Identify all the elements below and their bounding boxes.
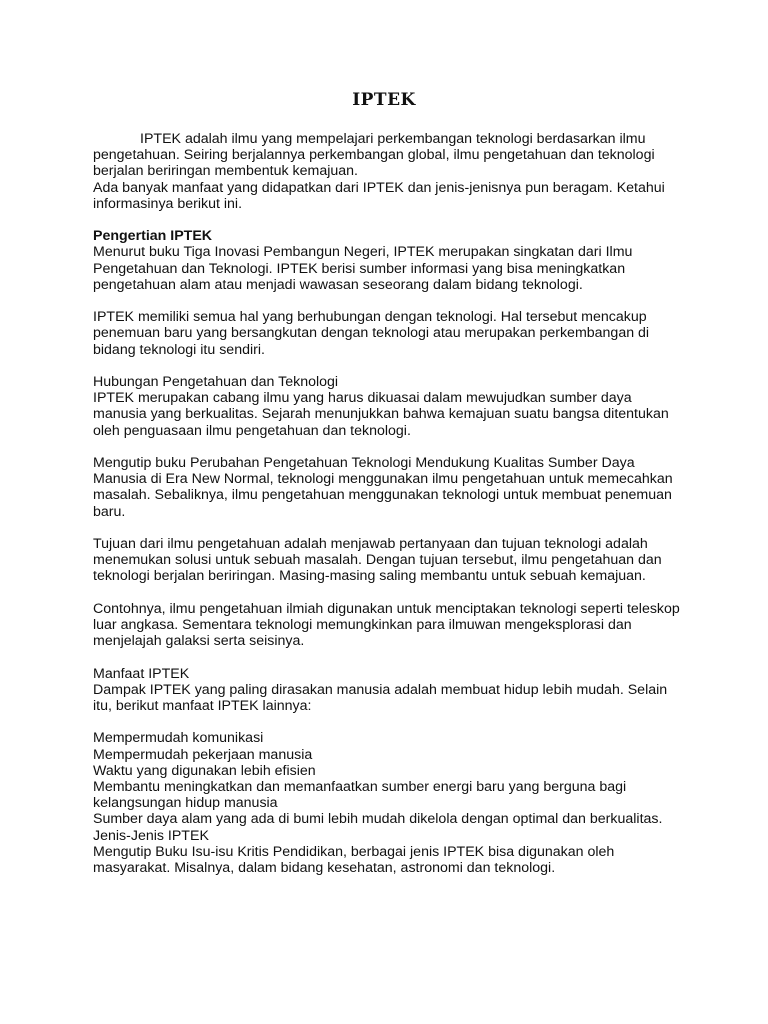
paragraph-gap [93,585,683,601]
hubungan-paragraph-2: Mengutip buku Perubahan Pengetahuan Teknologi Mendukung Kualitas Sumber Daya Manusia di Era New Normal, teknologi menggunakan ilmu pengetahuan untuk memecahkan masalah. Sebaliknya, ilmu pengetahuan menggunakan teknologi untuk membuat penemuan baru. [93,455,673,520]
paragraph-gap [93,714,683,730]
hubungan-paragraph-4: Contohnya, ilmu pengetahuan ilmiah digunakan untuk menciptakan teknologi seperti teleskop luar angkasa. Sementara teknologi memungkinkan para ilmuwan mengeksplorasi dan menjelajah galaksi serta seisinya. [93,600,680,650]
pengertian-paragraph-2: IPTEK memiliki semua hal yang berhubungan dengan teknologi. Hal tersebut mencakup penemuan baru yang bersangkutan dengan teknologi atau merupakan perkembangan di bidang teknologi itu sendiri. [93,309,650,358]
section-heading-hubungan: Hubungan Pengetahuan dan Teknologi [93,374,339,390]
pengertian-paragraph-1: Menurut buku Tiga Inovasi Pembangun Negeri, IPTEK merupakan singkatan dari Ilmu Pengetahuan dan Teknologi. IPTEK berisi sumber informasi yang bisa meningkatkan pengetahuan alam atau menjadi wawasan seseorang dalam bidang teknologi. [93,244,633,293]
document-title: IPTEK [352,90,416,110]
paragraph-gap [93,649,683,665]
intro-paragraph: IPTEK adalah ilmu yang mempelajari perkembangan teknologi berdasarkan ilmu pengetahuan. Seiring berjalannya perkembangan global, ilmu pengetahuan dan teknologi berjalan beriringan membentuk kemajuan. [93,131,655,180]
jenis-paragraph-1: Mengutip Buku Isu-isu Kritis Pendidikan, berbagai jenis IPTEK bisa digunakan oleh masyarakat. Misalnya, dalam bidang kesehatan, astronomi dan teknologi. [93,843,615,877]
document-body [93,131,683,876]
manfaat-list-item: Mempermudah komunikasi [93,730,264,747]
hubungan-paragraph-1: IPTEK merupakan cabang ilmu yang harus dikuasai dalam mewujudkan sumber daya manusia yang berkualitas. Sejarah menunjukkan bahwa kemajuan suatu bangsa ditentukan oleh penguasaan ilmu pengetahuan dan teknologi. [93,390,669,439]
manfaat-paragraph-1: Dampak IPTEK yang paling dirasakan manusia adalah membuat hidup lebih mudah. Selain itu, berikut manfaat IPTEK lainnya: [93,681,668,714]
manfaat-list-item: Mempermudah pekerjaan manusia [93,746,313,763]
hubungan-paragraph-3: Tujuan dari ilmu pengetahuan adalah menjawab pertanyaan dan tujuan teknologi adalah menemukan solusi untuk sebuah masalah. Dengan tujuan tersebut, ilmu pengetahuan dan teknologi berjalan beriringan. Masing-masing saling membantu untuk sebuah kemajuan. [93,536,662,585]
section-heading-jenis: Jenis-Jenis IPTEK [93,827,209,844]
section-heading-manfaat: Manfaat IPTEK [93,665,190,682]
manfaat-list-item: Membantu meningkatkan dan memanfaatkan sumber energi baru yang berguna bagi kelangsungan hidup manusia [93,779,627,812]
section-heading-pengertian: Pengertian IPTEK [93,228,213,245]
paragraph-gap [93,358,683,374]
paragraph-gap [93,293,683,309]
paragraph-gap [93,212,683,228]
intro-paragraph-2: Ada banyak manfaat yang didapatkan dari IPTEK dan jenis-jenisnya pun beragam. Ketahui informasinya berikut ini. [93,179,665,212]
paragraph-gap [93,439,683,455]
manfaat-list-item: Waktu yang digunakan lebih efisien [93,762,316,779]
manfaat-list-item: Sumber daya alam yang ada di bumi lebih mudah dikelola dengan optimal dan berkualitas. [93,811,663,828]
paragraph-gap [93,520,683,536]
